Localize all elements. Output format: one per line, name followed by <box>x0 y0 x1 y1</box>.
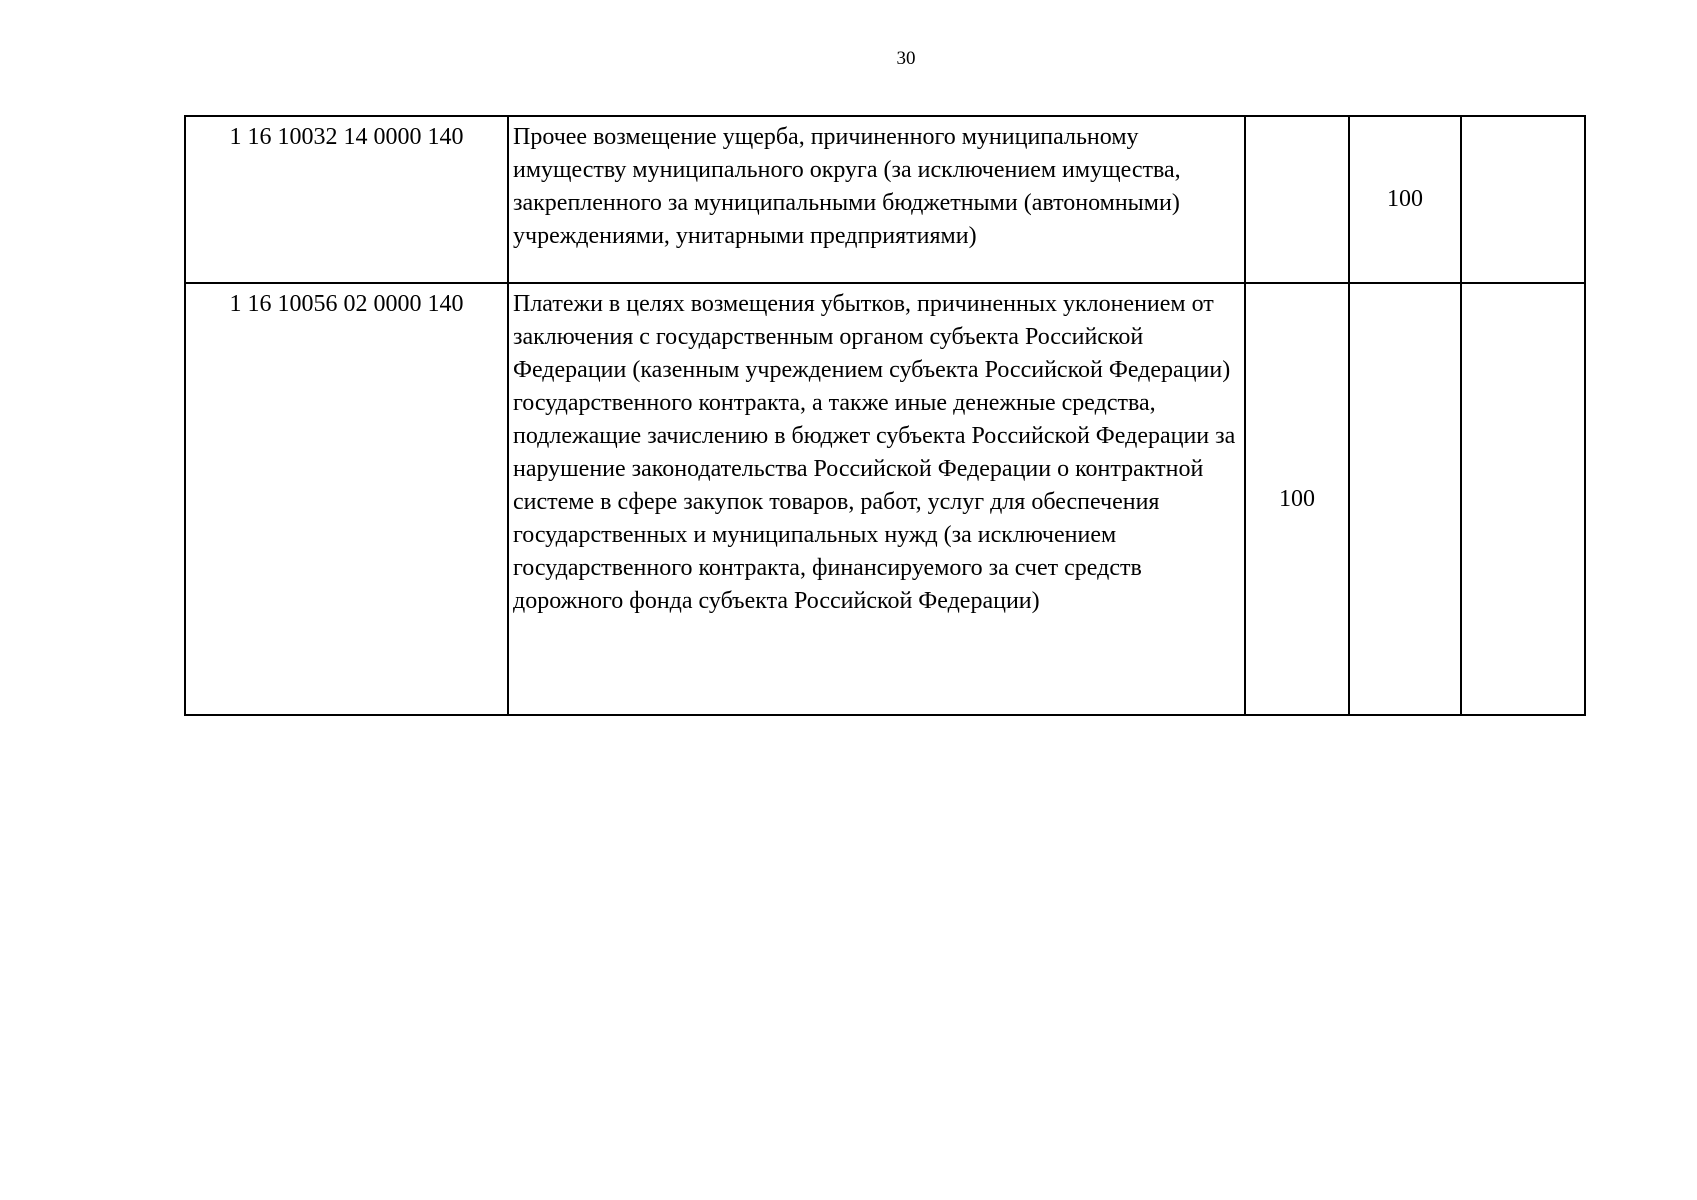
value-cell-1: 100 <box>1245 283 1349 715</box>
revenue-description: Платежи в целях возмещения убытков, причиненных уклонением от заключения с государственным органом субъекта Российской Федерации (казенным учреждением субъекта Российской Федерации) государственного контракта, а также иные денежные средства, подлежащие зачислению в бюджет субъекта Российской Федерации за нарушение законодательства Российской Федерации о контрактной системе в сфере закупок товаров, работ, услуг для обеспечения государственных и муниципальных нужд (за исключением государственного контракта, финансируемого за счет средств дорожного фонда субъекта Российской Федерации) <box>508 283 1245 715</box>
value-cell-2 <box>1349 283 1461 715</box>
value-cell-1 <box>1245 116 1349 283</box>
table-row <box>185 116 1585 283</box>
revenue-codes-table <box>184 115 1586 716</box>
budget-classification-code: 1 16 10032 14 0000 140 <box>185 116 508 283</box>
budget-classification-code: 1 16 10056 02 0000 140 <box>185 283 508 715</box>
value-cell-3 <box>1461 283 1585 715</box>
value-cell-3 <box>1461 116 1585 283</box>
page-number: 30 <box>896 48 916 69</box>
value-cell-2: 100 <box>1349 116 1461 283</box>
table-row <box>185 283 1585 715</box>
revenue-description: Прочее возмещение ущерба, причиненного муниципальному имуществу муниципального округа (за исключением имущества, закрепленного за муниципальными бюджетными (автономными) учреждениями, унитарными предприятиями) <box>508 116 1245 283</box>
